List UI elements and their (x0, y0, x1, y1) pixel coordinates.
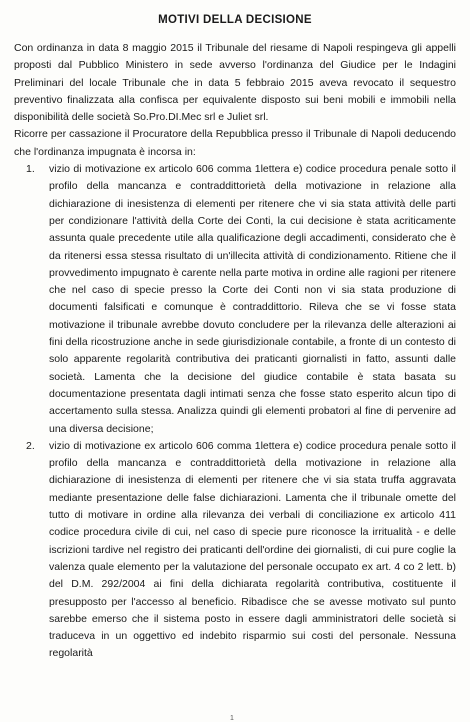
ricorso-paragraph: Ricorre per cassazione il Procuratore della Repubblica presso il Tribunale di Napoli deducendo che l'ordinanza impugnata è incorsa in: (14, 128, 456, 158)
list-item (26, 161, 456, 438)
list-item-text: vizio di motivazione ex articolo 606 comma 1lettera e) codice procedura penale sotto il profilo della mancanza e contraddittorietà della motivazione in relazione alla dichiarazione di inesistenza di elementi per ritenere che vi sia stata attività delle parti per condizionare l'attività della Corte dei Conti, la cui decisione è stata acriticamente assunta quale precedente utile alla qualificazione degli accadimenti, considerato che è da ritenersi essa stessa risultato di un'illecita attività di condizionamento. Ritiene che il provvedimento impugnato è carente nella parte motiva in ordine alle ragioni per ritenere che nel caso di specie presso la Corte dei Conti non vi sia stata produzione di documenti falsificati e comunque è contraddittorio. Rileva che se vi fosse stata motivazione il tribunale avrebbe dovuto concludere per la rilevanza delle alterazioni ai fini della ricostruzione anche in sede giurisdizionale contabile, a fronte di un contesto di solo apparente regolarità contributiva dei praticanti giornalisti in fatto, assunti dalle società. Lamenta che la decisione del giudice contabile è stata basata su documentazione presentata dagli intimati senza che fosse stato esperito alcun tipo di accertamento sulla stessa. Analizza quindi gli elementi probatori al fine di pervenire ad una diversa decisione; (49, 163, 456, 435)
list-item-number: 2. (26, 439, 35, 452)
intro-paragraph: Con ordinanza in data 8 maggio 2015 il Tribunale del riesame di Napoli respingeva gli appelli proposti dal Pubblico Ministero in sede avverso l'ordinanza del Giudice per le Indagini Preliminari del locale Tribunale che in data 5 febbraio 2015 aveva revocato il sequestro preventivo finalizzata alla confisca per equivalente disposto sui beni mobili e immobili nella disponibilità delle società So.Pro.DI.Mec srl e Juliet srl. (14, 42, 456, 124)
document-title: MOTIVI DELLA DECISIONE (158, 14, 312, 26)
page-mark: 1 (230, 715, 234, 722)
grounds-list (14, 161, 456, 663)
list-item (26, 438, 456, 663)
list-item-number: 1. (26, 163, 35, 176)
list-item-text: vizio di motivazione ex articolo 606 comma 1lettera e) codice procedura penale sotto il profilo della mancanza e contraddittorietà della motivazione in relazione alla dichiarazione di inesistenza di elementi per ritenere che vi sia stata truffa aggravata mediante presentazione delle false dichiarazioni. Lamenta che il tribunale omette del tutto di motivare in ordine alla rilevanza dei verbali di conciliazione ex articolo 411 codice procedura civile di cui, nel caso di specie pure riconosce la irritualità - e delle iscrizioni tardive nel registro dei praticanti dell'ordine dei giornalisti, di cui pure coglie la valenza quale elemento per la valutazione del personale occupato ex art. 4 co 2 lett. b) del D.M. 292/2004 ai fini della dichiarata regolarità contributiva, costituente il presupposto per l'accesso al beneficio. Ribadisce che se avesse motivato sul punto sarebbe emerso che il sistema posto in essere dagli amministratori delle società si traduceva in un oggettivo ed indebito risparmio sui costi del personale. Nessuna regolarità (49, 439, 456, 660)
